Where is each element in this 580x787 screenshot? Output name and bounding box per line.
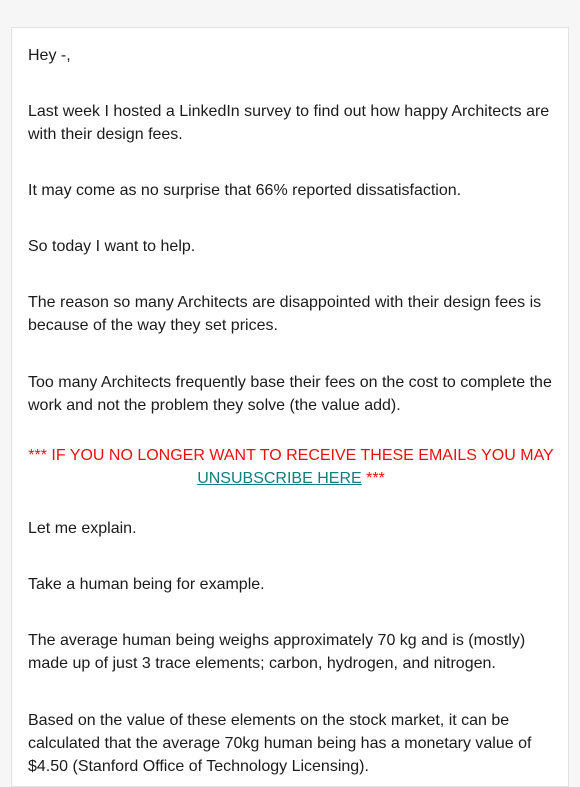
paragraph-explain: Let me explain. [28, 520, 137, 537]
greeting: Hey -, [28, 47, 71, 64]
paragraph-pricing: Too many Architects frequently base their fees on the cost to complete the work and not the problem they solve (the value add). [28, 374, 552, 414]
paragraph-monetary-value: Based on the value of these elements on the stock market, it can be calculated that the average 70kg human being has a monetary value of $4.50 (Stanford Office of Technology Licensing). [28, 712, 532, 775]
unsubscribe-notice-prefix: *** IF YOU NO LONGER WANT TO RECEIVE THESE EMAILS YOU MAY [28, 447, 554, 464]
email-card [11, 27, 569, 787]
unsubscribe-notice-suffix: *** [361, 470, 385, 487]
unsubscribe-notice [28, 444, 554, 490]
unsubscribe-link[interactable]: UNSUBSCRIBE HERE [197, 470, 362, 487]
paragraph-example: Take a human being for example. [28, 576, 265, 593]
paragraph-help: So today I want to help. [28, 238, 196, 255]
paragraph-reason: The reason so many Architects are disappointed with their design fees is because of the way they set prices. [28, 294, 542, 334]
paragraph-human-weight: The average human being weighs approximately 70 kg and is (mostly) made up of just 3 trace elements; carbon, hydrogen, and nitrogen. [28, 632, 526, 672]
paragraph-dissatisfaction: It may come as no surprise that 66% reported dissatisfaction. [28, 182, 462, 199]
paragraph-survey: Last week I hosted a LinkedIn survey to find out how happy Architects are with their design fees. [28, 103, 550, 143]
